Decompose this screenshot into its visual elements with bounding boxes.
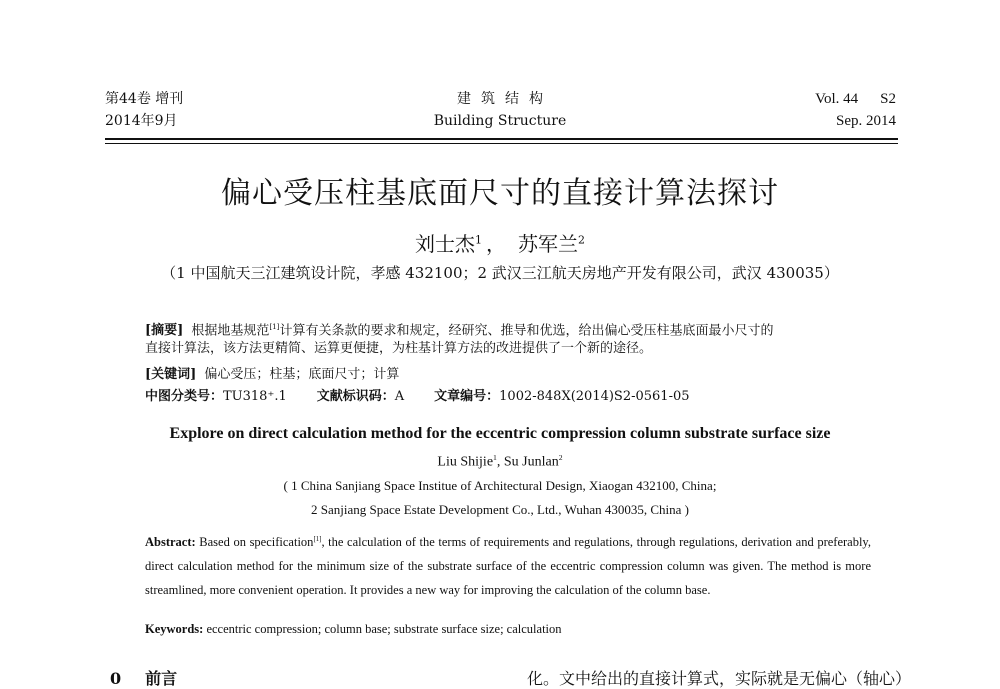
header-rule-thick [105,138,898,140]
abstract-en-text-b: , the calculation of the terms of requirements and regulations, through regulations, derivation and preferably, direct calculation method for the minimum size of the substrate surface of the eccentric compression column was given. The method is more streamlined, more convenient operation. It provides a new way for improving the calculation of the column base. [145,535,871,598]
keywords-en-text: eccentric compression; column base; substrate surface size; calculation [203,622,562,636]
date-cn: 2014年9月 [105,113,178,129]
journal-name-cn: 建筑结构 [457,91,553,107]
classification-line [145,386,885,408]
abstract-en-ref: [1] [313,536,322,543]
article-number-label: 文章编号： [434,389,500,404]
author-separator: ， [486,232,506,256]
title-cn: 偏心受压柱基底面尺寸的直接计算法探讨 [221,176,779,211]
keywords-cn [145,364,885,386]
abstract-en-text-a: Based on specification [195,535,314,550]
author-en-separator: , [496,454,504,470]
author-1-en-sup: 1 [493,453,497,462]
author-2-cn: 苏军兰 [518,232,578,256]
affiliations-cn: （1 中国航天三江建筑设计院，孝感 432100；2 武汉三江航天房地产开发有限公司，武汉 430035） [161,264,839,282]
author-1-cn: 刘士杰 [415,232,475,256]
doc-code-value: A [394,389,405,404]
abstract-en-label: Abstract: [145,535,196,550]
journal-name-en: Building Structure [433,113,567,129]
author-1-en: Liu Shijie [437,454,494,470]
affiliation-en-1: ( 1 China Sanjiang Space Institue of Architectural Design, Xiaogan 432100, China; [283,478,717,493]
keywords-cn-text: 偏心受压；柱基；底面尺寸；计算 [204,367,400,382]
affiliation-en-2: 2 Sanjiang Space Estate Development Co., Ltd., Wuhan 430035, China ) [311,502,689,517]
title-en: Explore on direct calculation method for the eccentric compression column substrate surface size [169,425,831,442]
volume-issue-cn: 第44卷 增刊 [105,91,184,107]
section-number: 0 [110,669,122,688]
section-heading [110,666,177,689]
header-center [400,88,600,132]
clc-value: TU318⁺.1 [223,389,287,404]
header-rule-thin [105,143,898,144]
abstract-en [145,528,871,602]
author-2-en: Su Junlan [503,454,559,470]
keywords-en-label: Keywords: [145,622,204,636]
author-2-sup: 2 [578,233,585,247]
clc-label: 中图分类号： [145,389,224,404]
authors-en [0,453,1000,471]
abstract-cn-text-a: 根据地基规范 [191,323,270,339]
keywords-en [145,622,562,637]
header-right [815,88,896,132]
volume-en: Vol. 44 [815,91,859,107]
author-2-en-sup: 2 [558,453,563,462]
doc-code-label: 文献标识码： [316,389,395,404]
abstract-cn-ref: [1] [269,322,280,331]
issue-en: S2 [880,91,896,107]
author-1-sup: 1 [475,233,482,247]
header-left [105,88,183,132]
authors-cn [0,228,1000,257]
abstract-cn-line2: 直接计算法，该方法更精简、运算更便捷，为柱基计算方法的改进提供了一个新的途径。 [145,341,653,356]
article-number-value: 1002-848X(2014)S2-0561-05 [499,389,690,404]
abstract-cn-text-b: 计算有关条款的要求和规定，经研究、推导和优选，给出偏心受压柱基底面最小尺寸的 [279,323,774,339]
date-en: Sep. 2014 [836,113,896,129]
section-title: 前言 [145,669,178,688]
abstract-cn-label: [摘要] [145,323,184,339]
volume-issue-en [815,88,896,110]
keywords-cn-label: [关键词] [145,367,197,382]
body-text-right-column: 化。文中给出的直接计算式，实际就是无偏心（轴心） [527,669,912,688]
